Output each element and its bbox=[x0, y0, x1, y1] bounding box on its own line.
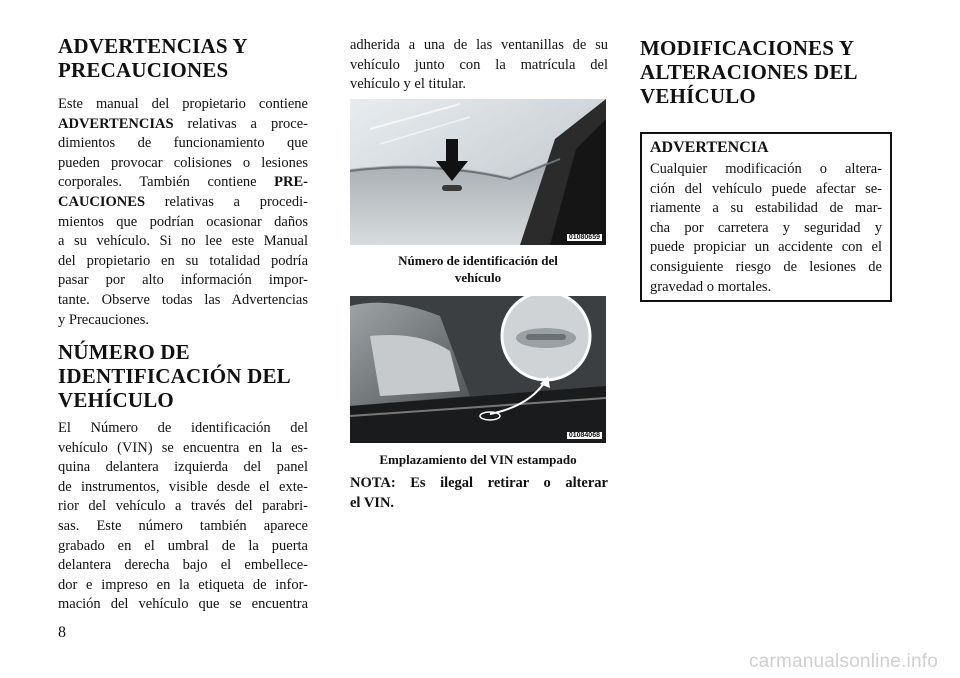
watermark: carmanualsonline.info bbox=[748, 651, 938, 672]
note-paragraph bbox=[350, 474, 608, 513]
text-line: adherida a una de las ventanillas de su bbox=[350, 37, 608, 53]
text-line: a su vehículo. Si no lee este Manual bbox=[58, 233, 308, 250]
figure-caption-stamped-vin: Emplazamiento del VIN estampado bbox=[379, 452, 577, 467]
text-line: ADVERTENCIAS relativas a proce- bbox=[58, 115, 308, 132]
text-line: cha por carretera y seguridad y bbox=[650, 219, 882, 236]
dashboard-vin-illustration bbox=[350, 99, 606, 245]
warning-box bbox=[640, 132, 892, 302]
page-number: 8 bbox=[58, 624, 66, 641]
text-line: ción del vehículo puede afectar se- bbox=[650, 180, 882, 197]
text-line: vehículo junto con la matrícula del bbox=[350, 56, 608, 73]
heading-modifications: MODIFICACIONES Y ALTERACIONES DEL VEHÍCULO bbox=[640, 36, 858, 108]
text-line: mientos que podrían ocasionar daños bbox=[58, 213, 308, 230]
text-line: vehículo y el titular. bbox=[350, 76, 466, 93]
text-line: pueden provocar colisiones o lesiones bbox=[58, 154, 308, 171]
text-line: el VIN. bbox=[350, 494, 395, 511]
text-line: pasar por alto información impor- bbox=[58, 272, 308, 289]
text-line: grabado en el umbral de la puerta bbox=[58, 537, 308, 554]
vin-paragraph bbox=[58, 419, 308, 615]
figure-code: 01080659 bbox=[568, 234, 600, 241]
heading-vehicle-identification-number: NÚMERO DE IDENTIFICACIÓN DEL VEHÍCULO bbox=[58, 340, 291, 412]
text-line: El Número de identificación del bbox=[58, 420, 308, 436]
text-line: NOTA: Es ilegal retirar o alterar bbox=[350, 475, 608, 491]
text-line: mación del vehículo que se encuentra bbox=[58, 596, 308, 613]
door-sill-vin-photo bbox=[350, 296, 606, 443]
text-line: vehículo (VIN) se encuentra en la es- bbox=[58, 439, 308, 456]
text-line: Este manual del propietario contiene bbox=[58, 96, 308, 112]
text-line: corporales. También contiene PRE- bbox=[58, 174, 308, 191]
heading-warnings-precautions: ADVERTENCIAS Y PRECAUCIONES bbox=[58, 34, 248, 82]
text-line: y Precauciones. bbox=[58, 311, 149, 328]
text-line: rior del vehículo a través del parabri- bbox=[58, 498, 308, 515]
warning-text bbox=[650, 160, 882, 297]
text-line: riamente a su estabilidad de mar- bbox=[650, 200, 882, 217]
figure-code: 01084068 bbox=[568, 432, 600, 439]
warning-title: ADVERTENCIA bbox=[650, 139, 769, 156]
text-line: sas. Este número también aparece bbox=[58, 517, 308, 534]
text-line: delantera derecha bajo el embellece- bbox=[58, 557, 308, 574]
text-line: tante. Observe todas las Advertencias bbox=[58, 291, 308, 308]
text-line: dimientos de funcionamiento que bbox=[58, 135, 308, 152]
door-sill-illustration bbox=[350, 296, 606, 443]
figure-caption-vin: Número de identificación del vehículo bbox=[398, 253, 558, 285]
text-line: quina delantera izquierda del panel bbox=[58, 459, 308, 476]
text-line: de instrumentos, visible desde el exte- bbox=[58, 478, 308, 495]
intro-paragraph bbox=[58, 95, 308, 330]
text-line: dor e impreso en la etiqueta de infor- bbox=[58, 576, 308, 593]
vin-paragraph-continued bbox=[350, 36, 608, 95]
text-line: CAUCIONES relativas a procedi- bbox=[58, 193, 308, 210]
text-line: del propietario en su totalidad podría bbox=[58, 252, 308, 269]
text-line: gravedad o mortales. bbox=[650, 278, 772, 295]
dashboard-vin-photo bbox=[350, 99, 606, 245]
text-line: puede propiciar un accidente con el bbox=[650, 239, 882, 256]
text-line: Cualquier modificación o altera- bbox=[650, 161, 882, 177]
text-line: consiguiente riesgo de lesiones de bbox=[650, 258, 882, 275]
